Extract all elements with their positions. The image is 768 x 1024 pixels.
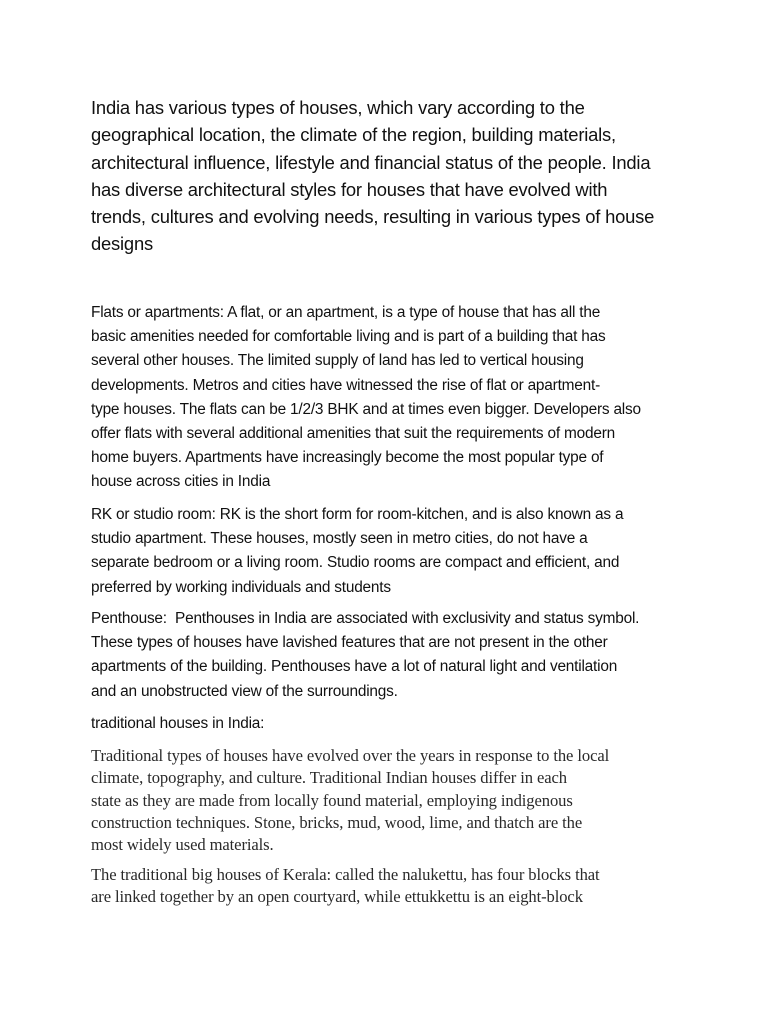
penthouse-paragraph: Penthouse: Penthouses in India are associated with exclusivity and status symbol. These types of houses have lavished features that are not present in the other apartments of the building. Penthouses have a lot of natural light and ventilation and an unobstructed view of the surroundings. <box>91 610 640 700</box>
traditional-houses-heading: traditional houses in India: <box>91 715 265 732</box>
intro-paragraph: India has various types of houses, which vary according to the geographical location, the climate of the region, building materials, architectural influence, lifestyle and financial status of the people. India has diverse architectural styles for houses that have evolved with trends, cultures and evolving needs, resulting in various types of house designs <box>91 97 655 255</box>
flats-paragraph: Flats or apartments: A flat, or an apartment, is a type of house that has all the basic amenities needed for comfortable living and is part of a building that has several other houses. The limited supply of land has led to vertical housing developments. Metros and cities have witnessed the rise of flat or apartment- type houses. The flats can be 1/2/3 BHK and at times even bigger. Developers also offer flats with several additional amenities that suit the requirements of modern home buyers. Apartments have increasingly become the most popular type of house across cities in India <box>91 304 641 491</box>
rk-studio-paragraph: RK or studio room: RK is the short form for room-kitchen, and is also known as a studio apartment. These houses, mostly seen in metro cities, do not have a separate bedroom or a living room. Studio rooms are compact and efficient, and preferred by working individuals and students <box>91 506 624 596</box>
kerala-paragraph: The traditional big houses of Kerala: called the nalukettu, has four blocks that are linked together by an open courtyard, while ettukkettu is an eight-block <box>91 865 600 907</box>
traditional-paragraph: Traditional types of houses have evolved over the years in response to the local climate, topography, and culture. Traditional Indian houses differ in each state as they are made from locally found material, employing indigenous construction techniques. Stone, bricks, mud, wood, lime, and thatch are the most widely used materials. <box>91 746 610 855</box>
